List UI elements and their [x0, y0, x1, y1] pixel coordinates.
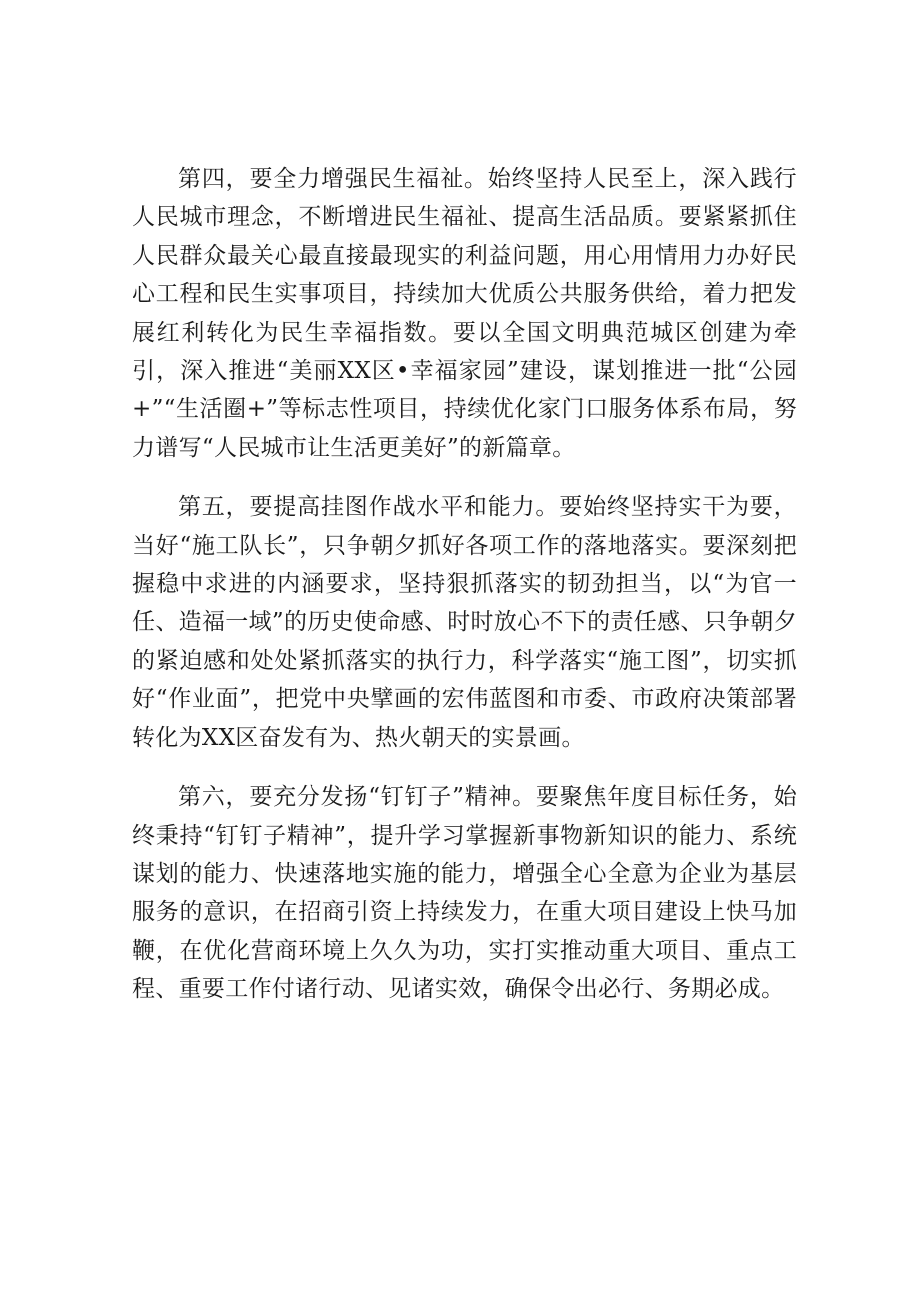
paragraph-fifth: 第五，要提高挂图作战水平和能力。要始终坚持实干为要，当好“施工队长”，只争朝夕抓好各项工作的落地落实。要深刻把握稳中求进的内涵要求，坚持狠抓落实的韧劲担当，以“为官一任、造福一域”的历史使命感、时时放心不下的责任感、只争朝夕的紧迫感和处处紧抓落实的执行力，科学落实“施工图”，切实抓好“作业面”，把党中央擘画的宏伟蓝图和市委、市政府决策部署转化为XX区奋发有为、热火朝天的实景画。 [132, 494, 797, 751]
document-body [132, 160, 797, 1030]
paragraph-fourth: 第四，要全力增强民生福祉。始终坚持人民至上，深入践行人民城市理念，不断增进民生福祉、提高生活品质。要紧紧抓住人民群众最关心最直接最现实的利益问题，用心用情用力办好民心工程和民生实事项目，持续加大优质公共服务供给，着力把发展红利转化为民生幸福指数。要以全国文明典范城区创建为牵引，深入推进“美丽XX区•幸福家园”建设，谋划推进一批“公园+”“生活圈+”等标志性项目，持续优化家门口服务体系布局，努力谱写“人民城市让生活更美好”的新篇章。 [132, 166, 797, 461]
paragraph-sixth: 第六，要充分发扬“钉钉子”精神。要聚焦年度目标任务，始终秉持“钉钉子精神”，提升学习掌握新事物新知识的能力、系统谋划的能力、快速落地实施的能力，增强全心全意为企业为基层服务的意识，在招商引资上持续发力，在重大项目建设上快马加鞭，在优化营商环境上久久为功，实打实推动重大项目、重点工程、重要工作付诸行动、见诸实效，确保令出必行、务期必成。 [132, 784, 797, 1003]
